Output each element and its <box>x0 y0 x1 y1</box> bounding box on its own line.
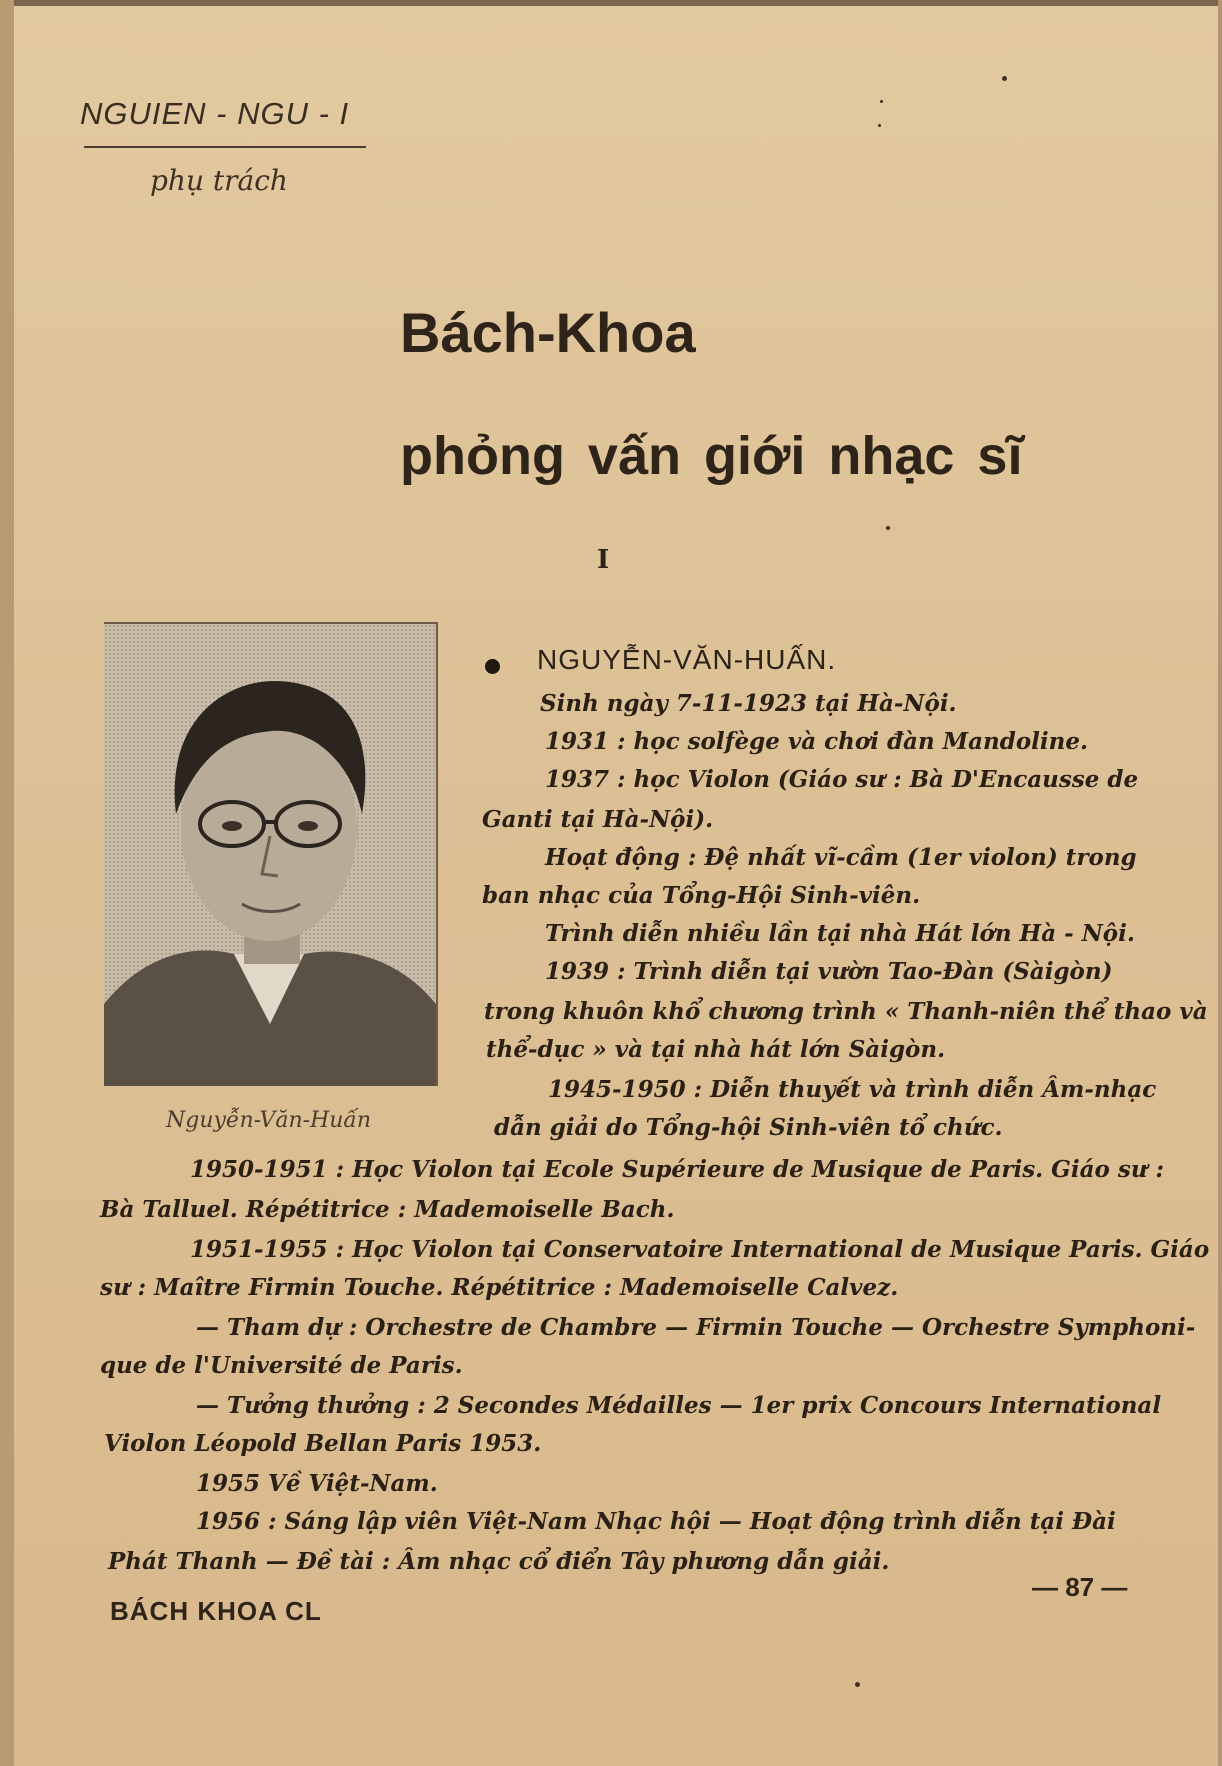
top-edge <box>0 0 1222 6</box>
bio-line: thể-dục » và tại nhà hát lớn Sàigòn. <box>486 1036 946 1063</box>
article-title: Bách-Khoa <box>400 301 696 364</box>
bio-line: 1950-1951 : Học Violon tại Ecole Supérieure de Musique de Paris. Giáo sư : <box>190 1156 1164 1183</box>
left-edge <box>0 0 14 1766</box>
bullet-icon <box>485 659 500 674</box>
bio-line: 1937 : học Violon (Giáo sư : Bà D'Encausse de <box>545 766 1139 793</box>
bio-line: 1956 : Sáng lập viên Việt-Nam Nhạc hội — Hoạt động trình diễn tại Đài <box>196 1508 1116 1535</box>
paper-speck <box>1002 76 1007 81</box>
paper-speck <box>880 100 883 103</box>
portrait-photo <box>104 622 438 1086</box>
bio-line: Bà Talluel. Répétitrice : Mademoiselle Bach. <box>100 1196 675 1223</box>
right-edge <box>1218 0 1222 1766</box>
bio-line: Trình diễn nhiều lần tại nhà Hát lớn Hà - Nội. <box>545 920 1135 947</box>
bio-line: — Tham dự : Orchestre de Chambre — Firmin Touche — Orchestre Symphoni- <box>196 1314 1196 1341</box>
publication-name: BÁCH KHOA CL <box>110 1596 322 1626</box>
article-subtitle: phỏng vấn giới nhạc sĩ <box>400 426 1023 486</box>
editor-role: phụ trách <box>150 164 288 197</box>
portrait-image <box>104 624 436 1086</box>
bio-line: Sinh ngày 7-11-1923 tại Hà-Nội. <box>540 690 957 717</box>
bio-line: 1939 : Trình diễn tại vườn Tao-Đàn (Sàigòn) <box>545 958 1113 985</box>
bio-line: Hoạt động : Đệ nhất vĩ-cầm (1er violon) trong <box>545 844 1137 871</box>
bio-line: 1955 Về Việt-Nam. <box>196 1470 438 1497</box>
paper-speck <box>855 1682 860 1687</box>
bio-line: que de l'Université de Paris. <box>100 1352 463 1379</box>
bio-line: dẫn giải do Tổng-hội Sinh-viên tổ chức. <box>494 1114 1003 1141</box>
bio-line: Violon Léopold Bellan Paris 1953. <box>104 1430 542 1457</box>
bio-line: — Tưởng thưởng : 2 Secondes Médailles — 1er prix Concours International <box>196 1392 1162 1419</box>
bio-line: sư : Maître Firmin Touche. Répétitrice : Mademoiselle Calvez. <box>100 1274 899 1301</box>
bio-line: Ganti tại Hà-Nội). <box>482 806 714 833</box>
bio-line: ban nhạc của Tổng-Hội Sinh-viên. <box>482 882 921 909</box>
part-number: I <box>597 545 610 575</box>
bio-line: Phát Thanh — Đề tài : Âm nhạc cổ điển Tây phương dẫn giải. <box>108 1548 890 1575</box>
editor-name: NGUIEN - NGU - I <box>80 96 350 131</box>
bio-line: 1951-1955 : Học Violon tại Conservatoire International de Musique Paris. Giáo <box>190 1236 1210 1263</box>
paper-speck <box>878 124 881 127</box>
page-number: — 87 — <box>1032 1572 1128 1602</box>
person-name: NGUYỄN-VĂN-HUẤN. <box>537 644 837 675</box>
paper-speck <box>886 526 890 530</box>
bio-line: 1945-1950 : Diễn thuyết và trình diễn Âm-nhạc <box>548 1076 1157 1103</box>
photo-caption: Nguyễn-Văn-Huấn <box>166 1108 372 1133</box>
bio-line: trong khuôn khổ chương trình « Thanh-niên thể thao và <box>484 998 1208 1025</box>
bio-line: 1931 : học solfège và chơi đàn Mandoline. <box>545 728 1089 755</box>
editor-divider <box>84 146 366 148</box>
